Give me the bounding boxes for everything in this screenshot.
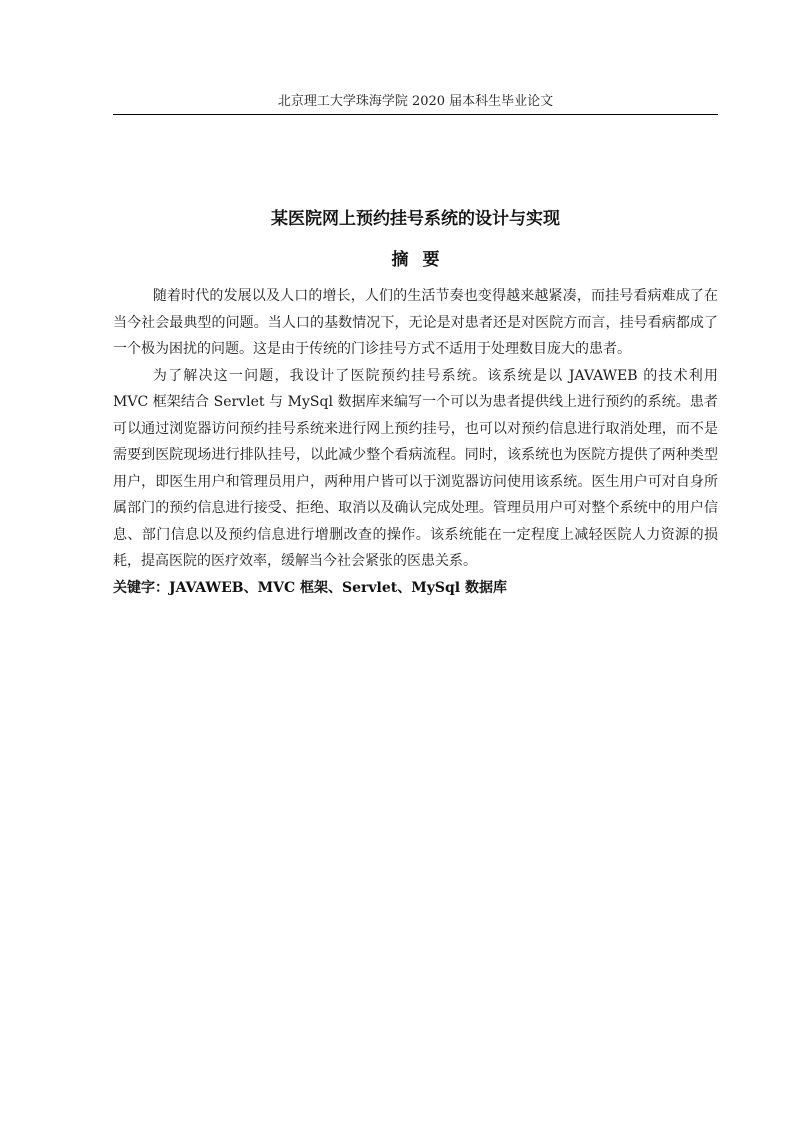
thesis-title: 某医院网上预约挂号系统的设计与实现 xyxy=(271,209,560,229)
header-rule xyxy=(113,114,718,115)
abstract-paragraph-2: 为了解决这一问题，我设计了医院预约挂号系统。该系统是以 JAVAWEB 的技术利用 MVC 框架结合 Servlet 与 MySql 数据库来编写一个可以为患者提供线上进行预约的系统。患者可以通过浏览器访问预约挂号系统来进行网上预约挂号，也可以对预约信息进行取消处理，而不是需要到医院现场进行排队挂号，以此减少整个看病流程。同时，该系统也为医院方提供了两种类型用户，即医生用户和管理员用户，两种用户皆可以于浏览器访问使用该系统。医生用户可对自身所属部门的预约信息进行接受、拒绝、取消以及确认完成处理。管理员用户可对整个系统中的用户信息、部门信息以及预约信息进行增删改查的操作。该系统能在一定程度上减轻医院人力资源的损耗，提高医院的医疗效率，缓解当今社会紧张的医患关系。 xyxy=(113,367,718,569)
abstract-body xyxy=(113,283,718,601)
keywords-line: 关键字：JAVAWEB、MVC 框架、Servlet、MySql 数据库 xyxy=(113,579,507,596)
abstract-heading: 摘要 xyxy=(391,250,454,270)
abstract-paragraph-1: 随着时代的发展以及人口的增长，人们的生活节奏也变得越来越紧凑，而挂号看病难成了在当今社会最典型的问题。当人口的基数情况下，无论是对患者还是对医院方而言，挂号看病都成了一个极为困扰的问题。这是由于传统的门诊挂号方式不适用于处理数目庞大的患者。 xyxy=(113,288,718,357)
running-header: 北京理工大学珠海学院 2020 届本科生毕业论文 xyxy=(277,94,554,109)
